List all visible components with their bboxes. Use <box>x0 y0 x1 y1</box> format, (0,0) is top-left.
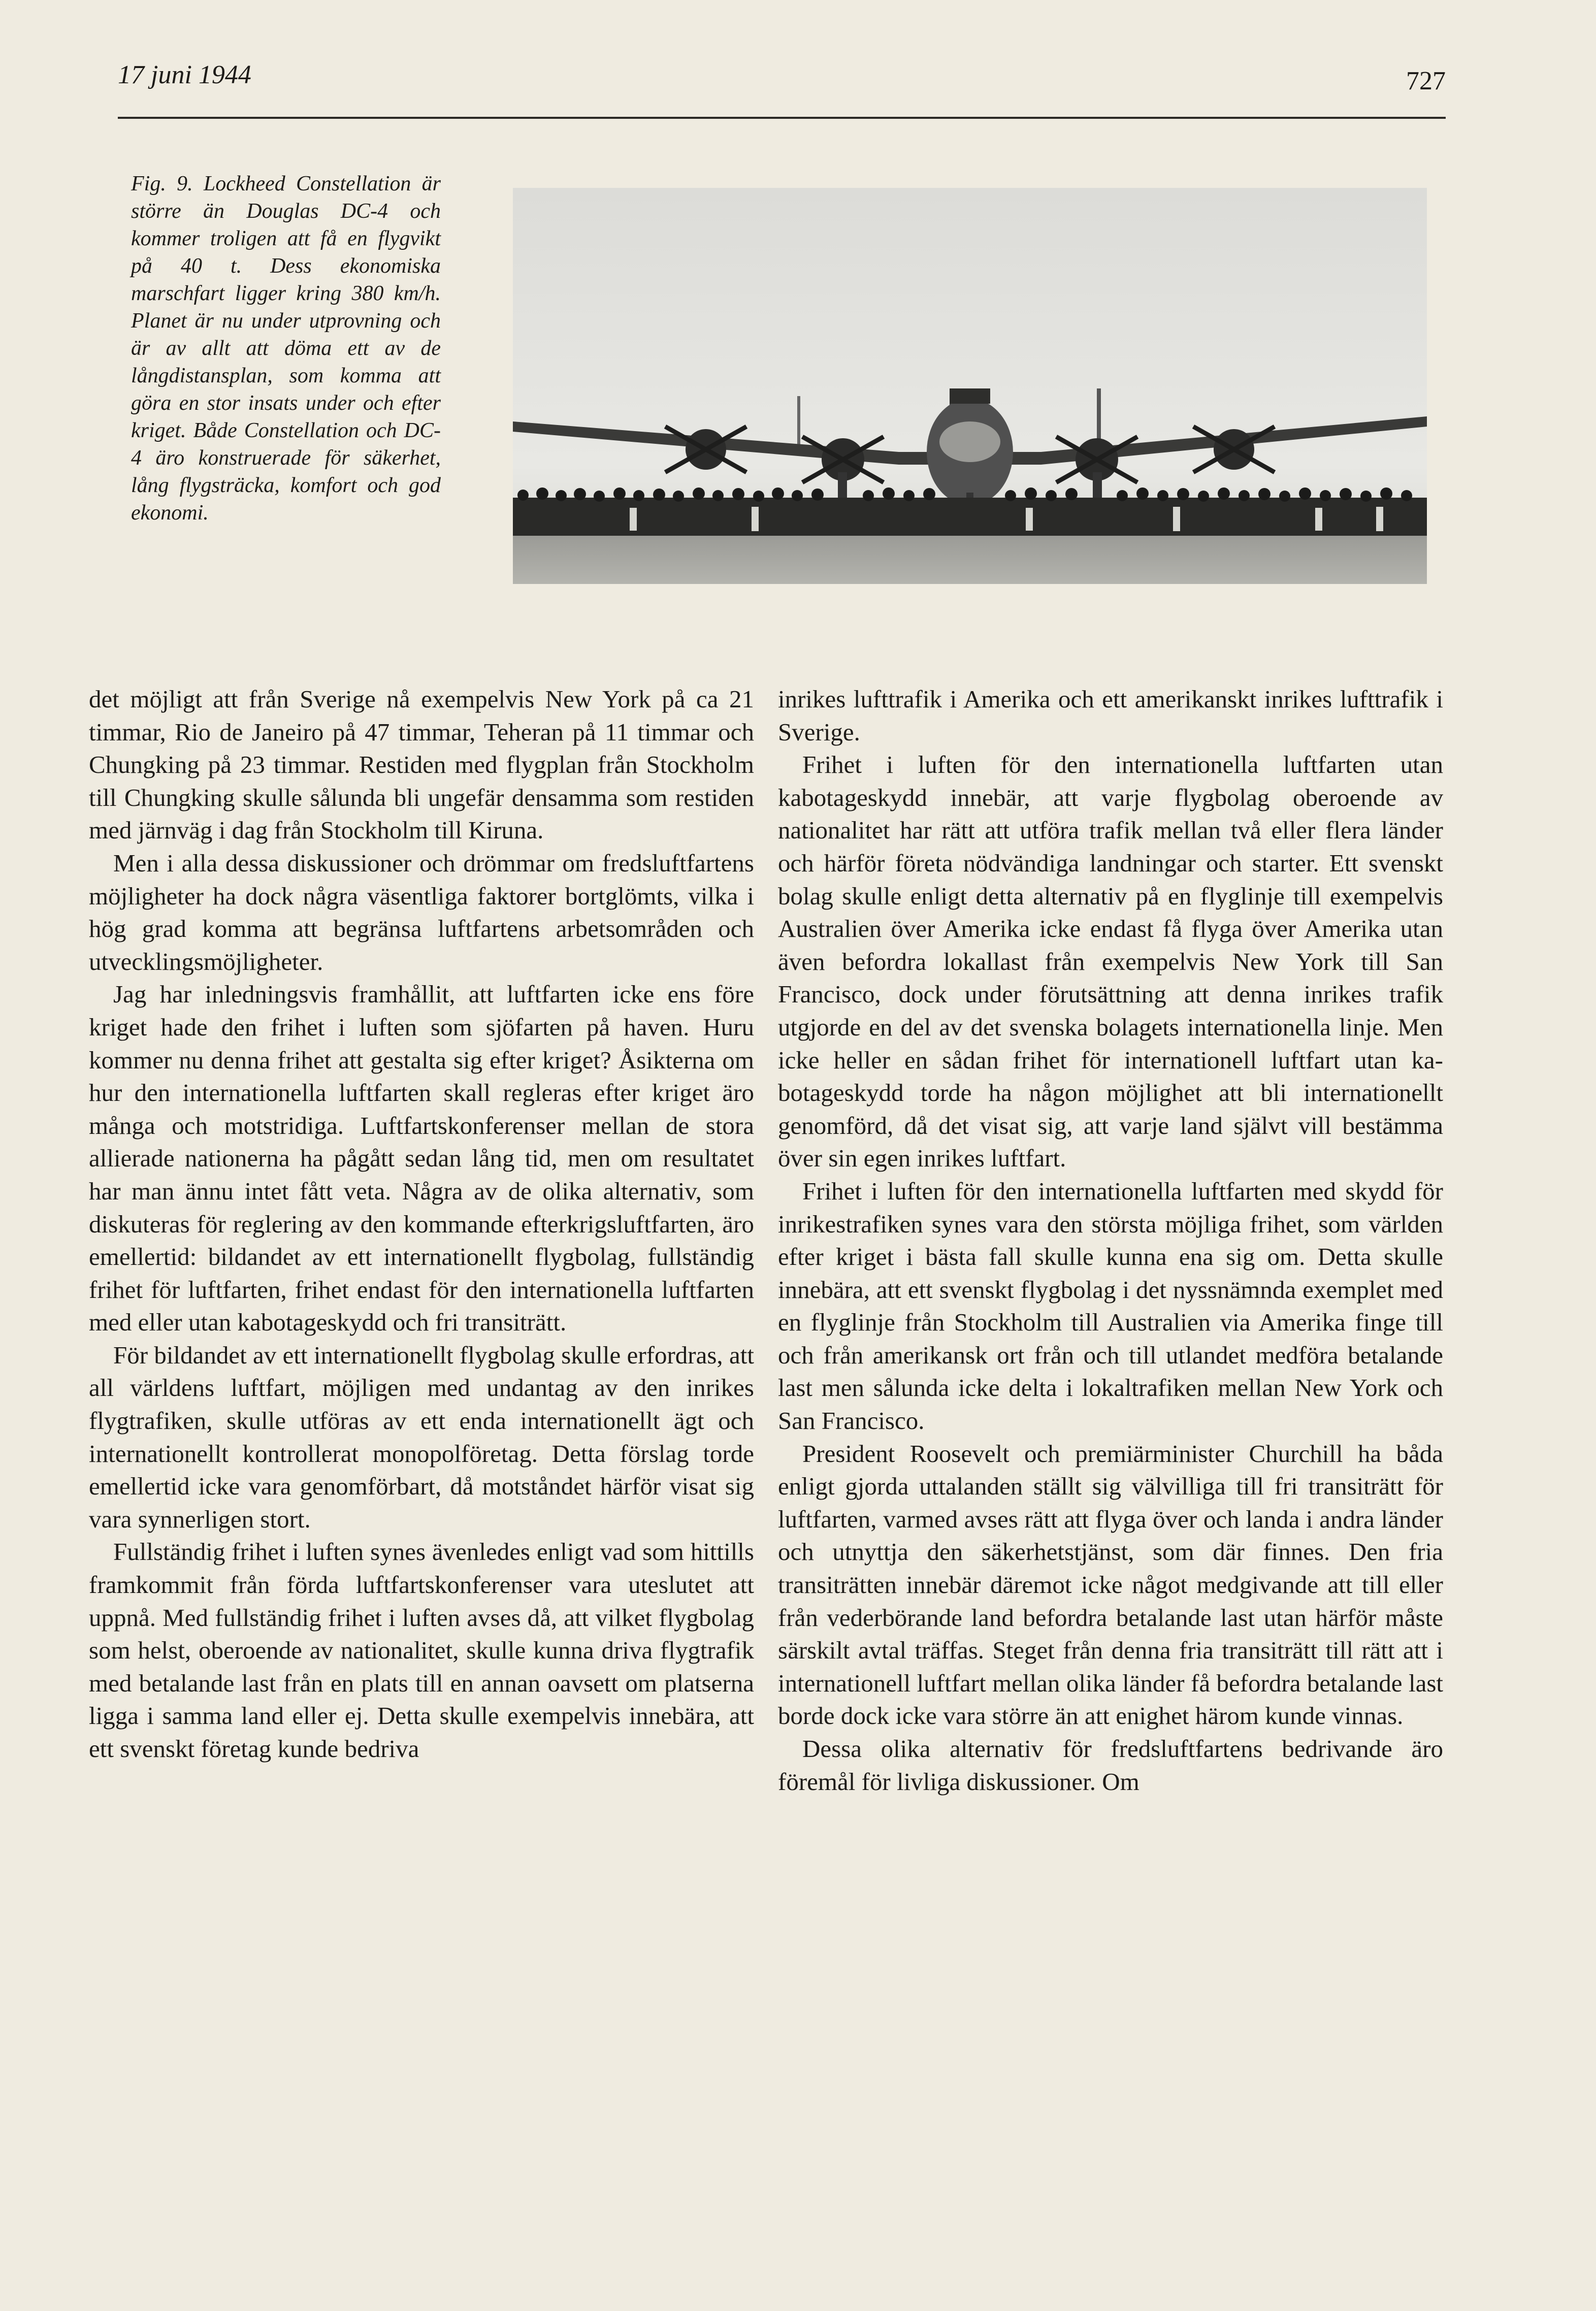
aircraft-photo-image <box>513 188 1427 584</box>
paragraph: Dessa olika alternativ för fredsluftfartens bedrivande äro föremål för livliga diskussioner. Om <box>778 1735 1443 1796</box>
paragraph: inrikes lufttrafik i Amerika och ett amerikanskt inrikes lufttrafik i Sverige. <box>778 685 1443 746</box>
paragraph: det möjligt att från Sverige nå exempelvis New York på ca 21 timmar, Rio de Janeiro på 47 timmar, Teheran på 11 timmar och Chungking på 23 timmar. Restiden med flygplan från Stockholm till Chungking skulle sålunda bli ungefär densamma som restiden med järnväg i dag från Stockholm till Kiruna. <box>89 685 754 844</box>
paragraph: Jag har inledningsvis framhållit, att luftfarten icke ens före kriget hade den frihet i luften som sjöfarten på haven. Huru kommer nu denna frihet att gestalta sig efter kriget? Åsikterna om hur den internationella luftfarten skall regleras efter kriget äro många och motstridiga. Luftfartskonferenser mellan de stora allierade nationerna ha pågått sedan lång tid, men om resultatet har man ännu intet fått veta. Några av de olika alternativ, som diskuteras för reglering av den kommande efterkrigsluftfarten, äro emellertid: bildandet av ett internationellt flygbolag, fullständig frihet för luftfarten, frihet endast för den internationella luftfarten med eller utan kabotageskydd och fri transiträtt. <box>89 980 754 1337</box>
header-date: 17 juni 1944 <box>118 60 251 89</box>
paragraph: Fullständig frihet i luften synes ävenledes enligt vad som hittills framkommit från förda luftfartskonferenser vara uteslutet att uppnå. Med fullständig frihet i luften avses då, att vilket flygbolag som helst, oberoende av nationalitet, skulle kunna driva flygtrafik med betalande last från en plats till en annan oavsett om platserna ligga i samma land eller ej. Detta skulle exempelvis innebära, att ett svenskt företag kunde bedriva <box>89 1538 754 1763</box>
right-text-column <box>778 683 1443 1798</box>
paragraph: Frihet i luften för den internationella luftfarten med skydd för inrikestrafiken synes vara den största möjliga frihet, som världen efter kriget i bästa fall skulle kunna ena sig om. Detta skulle innebära, att ett svenskt flygbolag i det nyssnämnda exemplet med en flyglinje från Stockholm till Australien via Amerika finge till och från amerikansk ort från och till utlandet medföra betalande last men sålunda icke delta i lokaltrafiken mellan New York och San Francisco. <box>778 1177 1443 1435</box>
paragraph: Men i alla dessa diskussioner och drömmar om fredsluftfartens möjligheter ha dock några väsentliga faktorer bortglömts, vilka i hög grad komma att begränsa luftfartens arbetsområden och utvecklingsmöjligheter. <box>89 849 754 975</box>
paragraph: President Roosevelt och premiärminister Churchill ha båda enligt gjorda uttalanden ställt sig välvilliga till fri transiträtt för luftfarten, varmed avses rätt att flyga över och landa i andra länder och utnyttja den säkerhetstjänst, som där finnes. Den fria transiträtten innebär däremot icke något medgivande att till eller från vederbörande land befordra betalande last utan härför måste särskilt avtal träffas. Steget från denna fria transiträtt till rätt att i internationell luftfart mellan olika länder få befordra betalande last borde dock icke vara större än att enighet härom kunde vinnas. <box>778 1439 1443 1730</box>
left-text-column <box>89 683 754 1766</box>
figure-caption: Fig. 9. Lockheed Constellation är större än Douglas DC-4 och kommer troligen att få en flygvikt på 40 t. Dess ekonomiska marschfart ligger kring 380 km/h. Planet är nu under utprovning och är av allt att döma ett av de långdistansplan, som komma att göra en stor insats under och efter kriget. Både Constellation och DC-4 äro konstruerade för säkerhet, lång flygsträcka, komfort och god ekonomi. <box>131 172 441 525</box>
paragraph: För bildandet av ett internationellt flygbolag skulle erfordras, att all världens luftfart, möjligen med undantag av den inrikes flygtrafiken, skulle utföras av ett enda internationellt ägt och internationellt kontrollerat monopolföretag. Detta förslag torde emellertid icke vara genomförbart, då motståndet härför visat sig vara synnerligen stort. <box>89 1341 754 1533</box>
header-rule <box>118 117 1446 119</box>
page-number: 727 <box>1406 67 1446 95</box>
paragraph: Frihet i luften för den internationella luftfarten utan kabotageskydd innebär, att varje flygbolag oberoende av nationalitet har rätt att utföra trafik mellan två eller flera länder och härför företa nödvändiga landningar och starter. Ett svenskt bolag skulle enligt detta alternativ på en flyglinje till exempelvis Australien över Amerika icke endast få flyga över Amerika utan även befordra lokallast från exempelvis New York till San Francisco, dock under förutsättning att denna inrikes trafik utgjorde en del av det svenska bolagets internationella linje. Men icke heller en sådan frihet för internationell luftfart utan kabotageskydd torde ha någon möjlighet att bli internationellt genomförd, då det visat sig, att varje land självt vill bestämma över sin egen inrikes luftfart. <box>778 751 1443 1173</box>
figure-photo <box>513 188 1427 584</box>
